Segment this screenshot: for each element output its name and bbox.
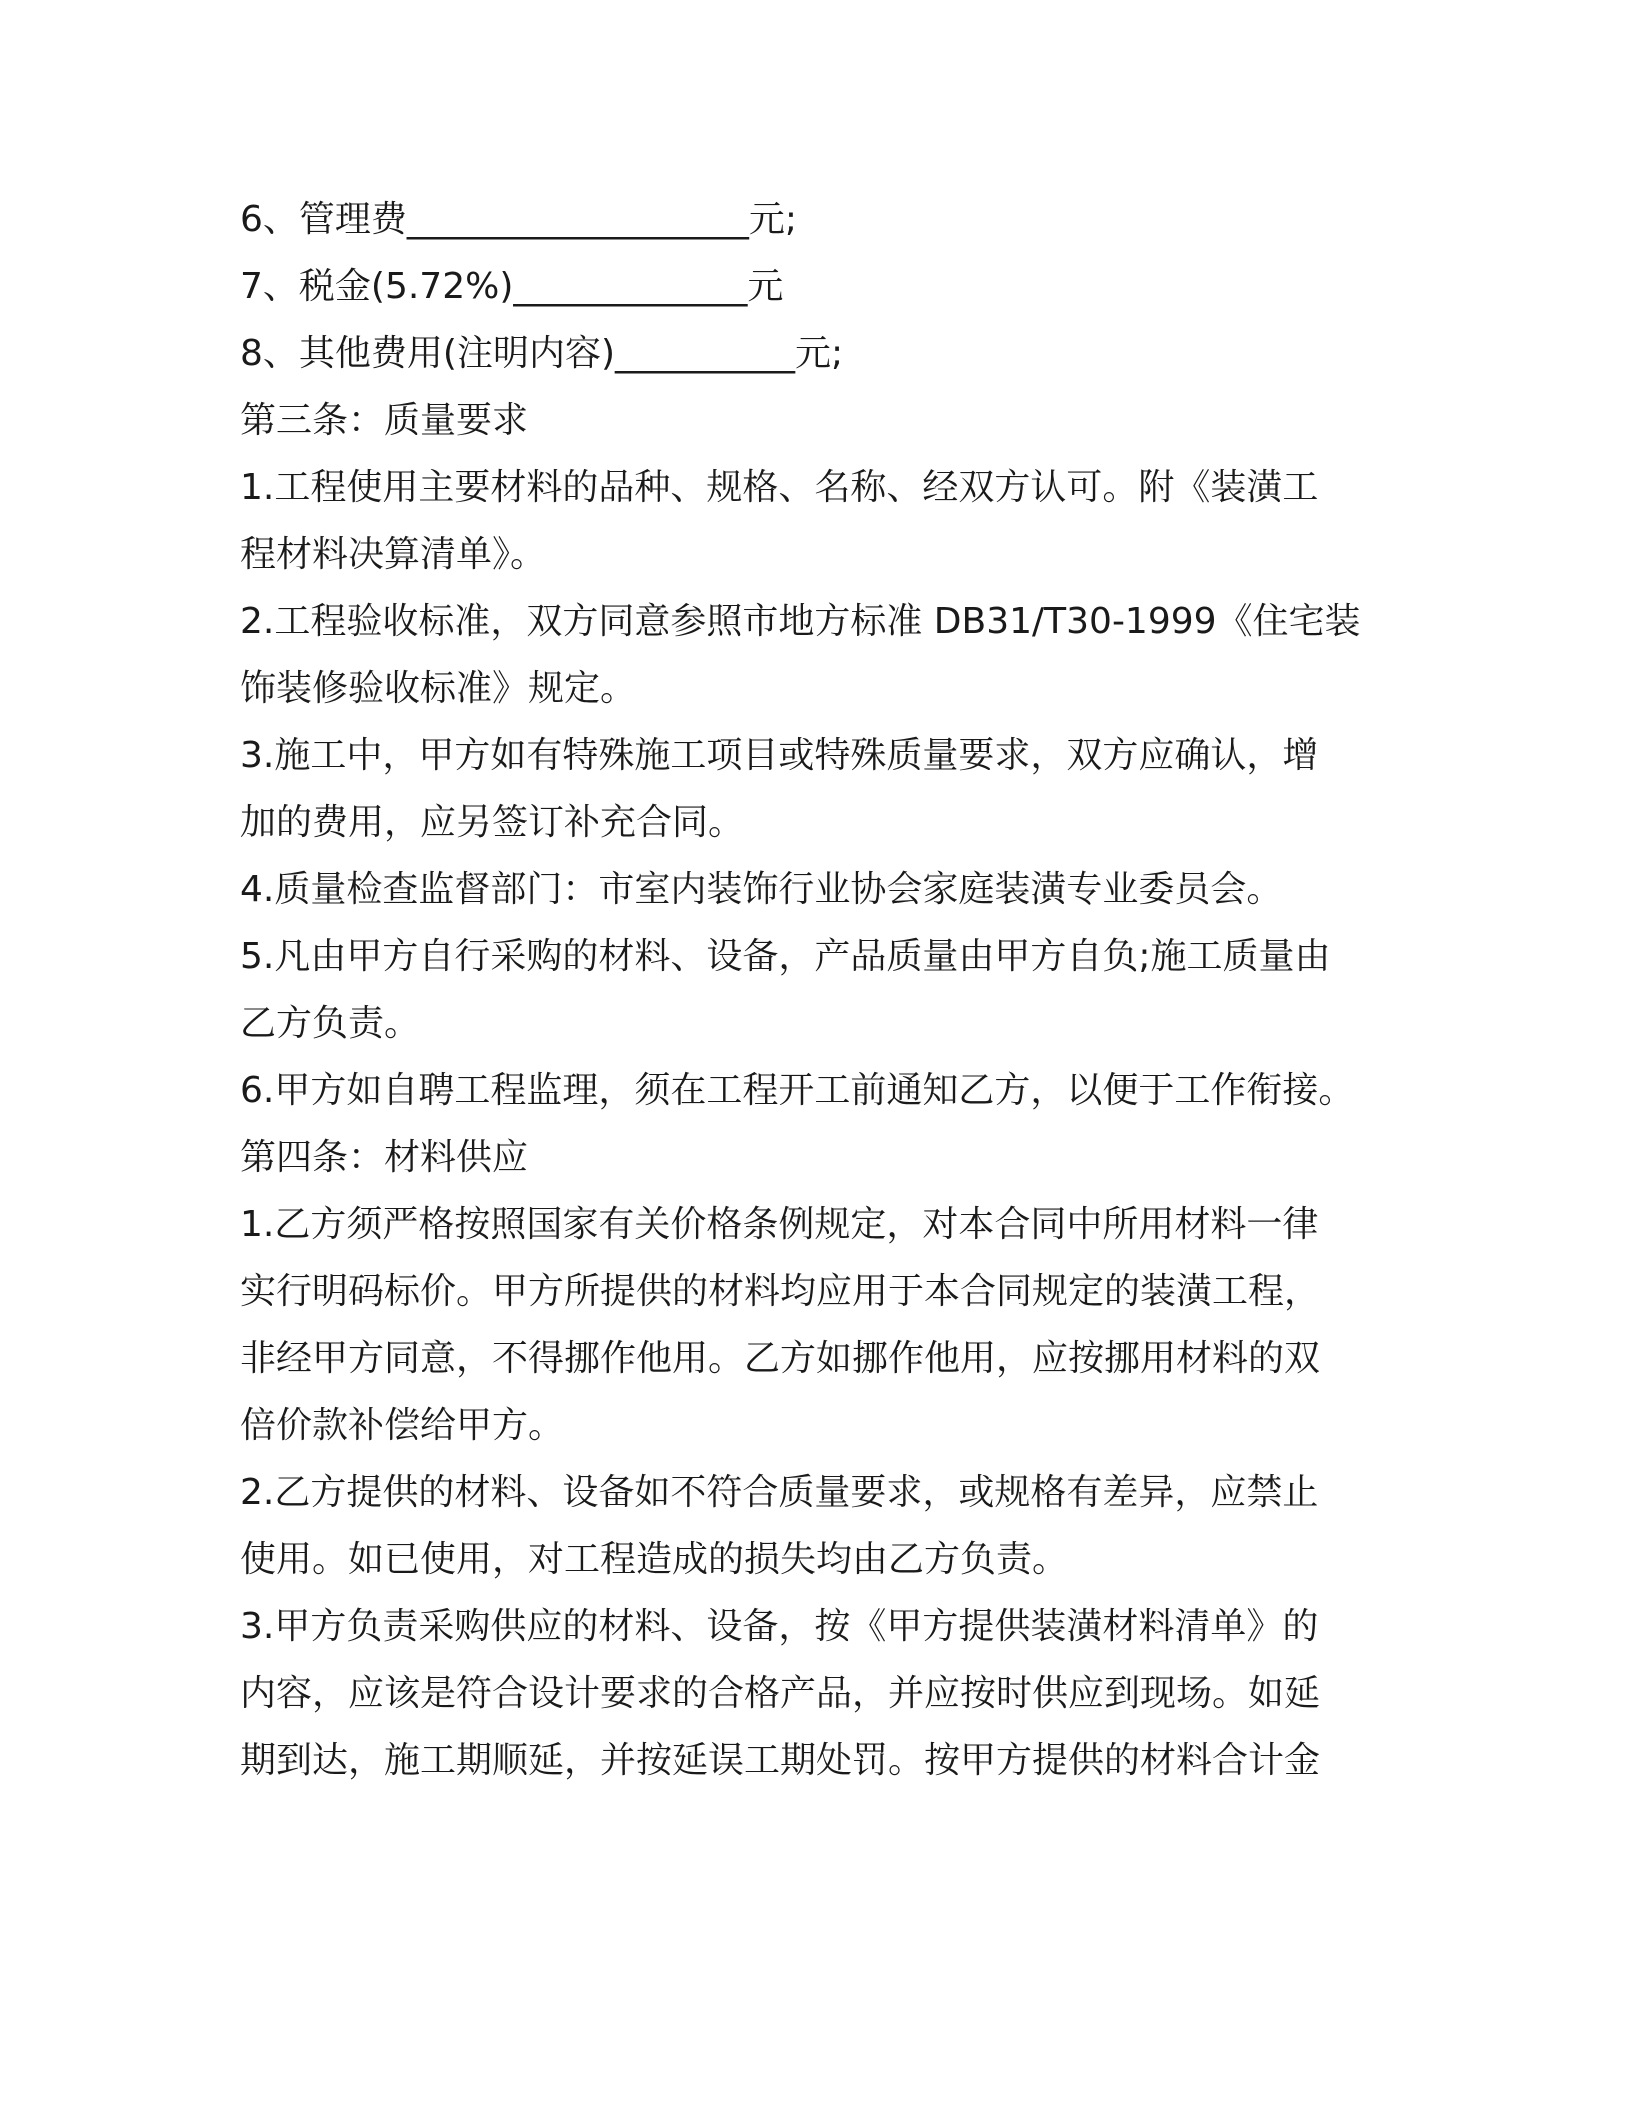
paragraph-line: 期到达，施工期顺延，并按延误工期处罚。按甲方提供的材料合计金 bbox=[240, 1740, 1321, 1781]
paragraph-line: 实行明码标价。甲方所提供的材料均应用于本合同规定的装潢工程， bbox=[240, 1271, 1321, 1312]
paragraph-line: 3.甲方负责采购供应的材料、设备，按《甲方提供装潢材料清单》的 bbox=[240, 1606, 1319, 1647]
paragraph-line: 非经甲方同意，不得挪作他用。乙方如挪作他用，应按挪用材料的双 bbox=[240, 1338, 1321, 1379]
paragraph-line: 1.乙方须严格按照国家有关价格条例规定，对本合同中所用材料一律 bbox=[240, 1204, 1319, 1245]
fee-line-tax: 7、税金(5.72%)_____________元 bbox=[240, 266, 784, 307]
paragraph-line: 6.甲方如自聘工程监理，须在工程开工前通知乙方，以便于工作衔接。 bbox=[240, 1070, 1355, 1111]
paragraph-line: 4.质量检查监督部门：市室内装饰行业协会家庭装潢专业委员会。 bbox=[240, 869, 1283, 910]
paragraph-line: 乙方负责。 bbox=[240, 1003, 421, 1044]
paragraph-line: 2.乙方提供的材料、设备如不符合质量要求，或规格有差异，应禁止 bbox=[240, 1472, 1319, 1513]
document-body bbox=[240, 186, 1400, 1794]
paragraph-line: 3.施工中，甲方如有特殊施工项目或特殊质量要求，双方应确认，增 bbox=[240, 735, 1319, 776]
paragraph-line: 1.工程使用主要材料的品种、规格、名称、经双方认可。附《装潢工 bbox=[240, 467, 1319, 508]
paragraph-line: 内容，应该是符合设计要求的合格产品，并应按时供应到现场。如延 bbox=[240, 1673, 1321, 1714]
fee-line-other: 8、其他费用(注明内容)__________元; bbox=[240, 333, 844, 374]
paragraph-line: 饰装修验收标准》规定。 bbox=[240, 668, 637, 709]
paragraph-line: 加的费用，应另签订补充合同。 bbox=[240, 802, 745, 843]
paragraph-line: 2.工程验收标准，双方同意参照市地方标准 DB31/T30-1999《住宅装 bbox=[240, 601, 1361, 642]
section-heading-quality: 第三条：质量要求 bbox=[240, 400, 529, 441]
paragraph-line: 倍价款补偿给甲方。 bbox=[240, 1405, 565, 1446]
paragraph-line: 使用。如已使用，对工程造成的损失均由乙方负责。 bbox=[240, 1539, 1069, 1580]
paragraph-line: 程材料决算清单》。 bbox=[240, 534, 547, 575]
fee-line-management: 6、管理费___________________元; bbox=[240, 199, 798, 240]
section-heading-materials: 第四条：材料供应 bbox=[240, 1137, 529, 1178]
paragraph-line: 5.凡由甲方自行采购的材料、设备，产品质量由甲方自负;施工质量由 bbox=[240, 936, 1331, 977]
